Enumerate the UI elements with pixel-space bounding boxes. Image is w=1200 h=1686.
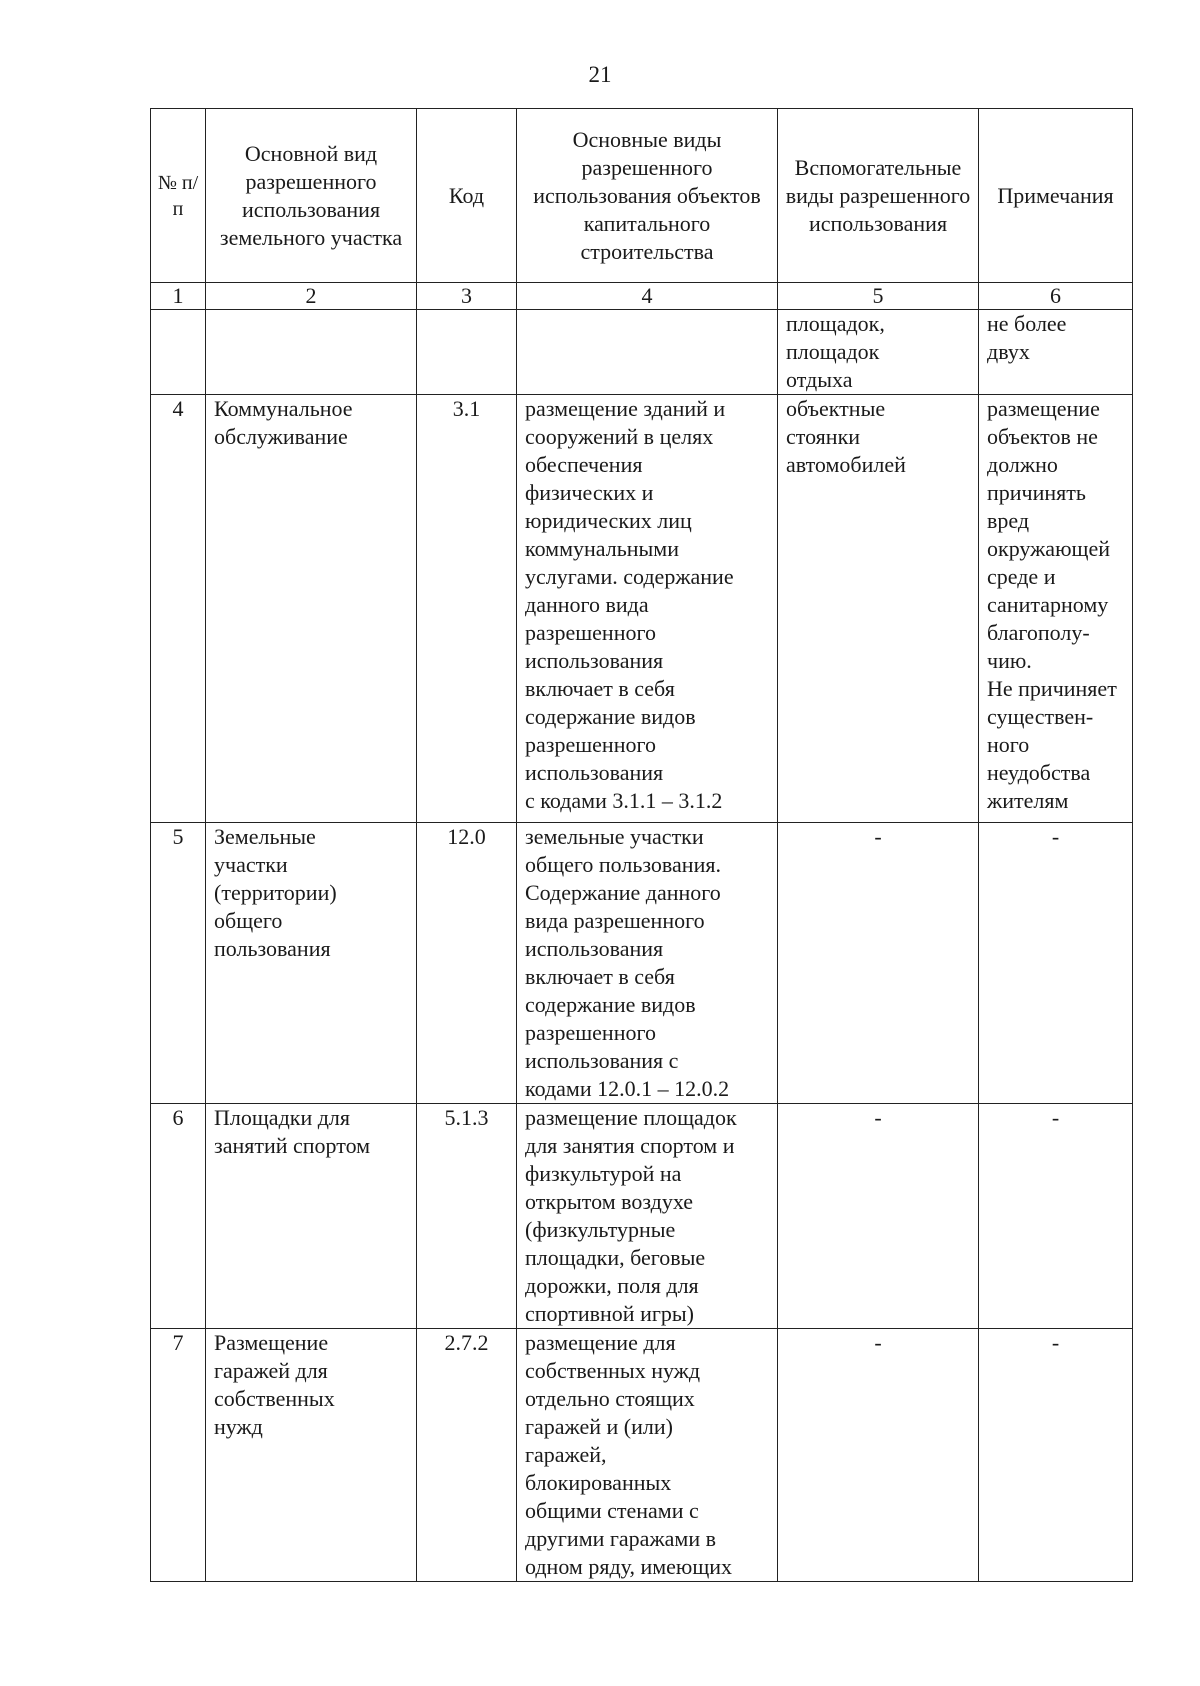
text-line: ного	[987, 732, 1030, 757]
text-line: использования	[525, 648, 664, 673]
column-number: 4	[517, 283, 778, 310]
row-main-uses	[517, 1104, 778, 1329]
text-line: гаражей для	[214, 1358, 328, 1383]
row-auxiliary-uses: -	[778, 1329, 979, 1582]
text-line: Не причиняет	[987, 676, 1117, 701]
row-land-use-kind	[206, 395, 417, 823]
header-notes: Примечания	[979, 109, 1133, 283]
text-line: нужд	[214, 1414, 263, 1439]
table-row	[151, 395, 1133, 823]
text-line: данного вида	[525, 592, 649, 617]
text-line: использования	[525, 760, 664, 785]
text-line: разрешенного	[525, 1020, 656, 1045]
text-line: общими стенами с	[525, 1498, 699, 1523]
table-row	[151, 1104, 1133, 1329]
row-land-use-kind	[206, 1104, 417, 1329]
text-line: кодами 12.0.1 – 12.0.2	[525, 1076, 730, 1101]
text-line: блокированных	[525, 1470, 672, 1495]
text-line: сооружений в целях	[525, 424, 714, 449]
text-line: физкультурой на	[525, 1161, 682, 1186]
text-line: открытом воздухе	[525, 1189, 694, 1214]
text-line: санитарному	[987, 592, 1109, 617]
text-line: неудобства	[987, 760, 1091, 785]
table-row	[151, 823, 1133, 1104]
row-notes: -	[979, 1104, 1133, 1329]
land-use-table	[150, 108, 1133, 1582]
row-code: 12.0	[417, 823, 517, 1104]
text-line: автомобилей	[786, 452, 906, 477]
column-number-row	[151, 283, 1133, 310]
text-line: объектов не	[987, 424, 1098, 449]
text-line: собственных	[214, 1386, 335, 1411]
text-line: благополу-	[987, 620, 1090, 645]
text-line: разрешенного	[525, 732, 656, 757]
text-line: для занятия спортом и	[525, 1133, 735, 1158]
text-line: Содержание данного	[525, 880, 721, 905]
row-main-uses	[517, 395, 778, 823]
text-line: использования	[525, 936, 664, 961]
text-line: окружающей	[987, 536, 1110, 561]
column-number: 5	[778, 283, 979, 310]
text-line: Площадки для	[214, 1105, 351, 1130]
text-line: пользования	[214, 936, 331, 961]
text-line: общего пользования.	[525, 852, 721, 877]
row-code: 3.1	[417, 395, 517, 823]
text-line: вида разрешенного	[525, 908, 705, 933]
row-main-uses	[517, 310, 778, 395]
text-line: содержание видов	[525, 704, 696, 729]
row-auxiliary-uses: -	[778, 1104, 979, 1329]
text-line: разрешенного	[525, 620, 656, 645]
text-line: Размещение	[214, 1330, 329, 1355]
row-main-uses	[517, 1329, 778, 1582]
header-main-uses: Основные виды разрешенного использования объектов капитального строительства	[517, 109, 778, 283]
text-line: отдельно стоящих	[525, 1386, 695, 1411]
text-line: двух	[987, 339, 1030, 364]
text-line: общего	[214, 908, 283, 933]
page-number: 21	[588, 62, 612, 87]
text-line: вред	[987, 508, 1030, 533]
text-line: размещение для	[525, 1330, 676, 1355]
row-code: 5.1.3	[417, 1104, 517, 1329]
header-land-use-kind: Основной вид разрешенного использования земельного участка	[206, 109, 417, 283]
text-line: Земельные	[214, 824, 316, 849]
row-number: 4	[151, 395, 206, 823]
row-code	[417, 310, 517, 395]
text-line: земельные участки	[525, 824, 704, 849]
text-line: объектные	[786, 396, 886, 421]
text-line: включает в себя	[525, 964, 675, 989]
column-number: 6	[979, 283, 1133, 310]
row-code: 2.7.2	[417, 1329, 517, 1582]
text-line: одном ряду, имеющих	[525, 1554, 733, 1579]
text-line: чию.	[987, 648, 1032, 673]
row-number: 5	[151, 823, 206, 1104]
row-land-use-kind	[206, 1329, 417, 1582]
text-line: участки	[214, 852, 288, 877]
text-line: включает в себя	[525, 676, 675, 701]
text-line: Коммунальное	[214, 396, 353, 421]
text-line: размещение площадок	[525, 1105, 737, 1130]
column-number: 3	[417, 283, 517, 310]
row-number: 7	[151, 1329, 206, 1582]
row-auxiliary-uses: -	[778, 823, 979, 1104]
row-notes	[979, 310, 1133, 395]
text-line: стоянки	[786, 424, 861, 449]
text-line: с кодами 3.1.1 – 3.1.2	[525, 788, 723, 813]
text-line: среде и	[987, 564, 1056, 589]
text-line: существен-	[987, 704, 1094, 729]
header-number: № п/п	[151, 109, 206, 283]
text-line: площадок,	[786, 311, 885, 336]
text-line: обслуживание	[214, 424, 348, 449]
text-line: причинять	[987, 480, 1086, 505]
row-notes: -	[979, 823, 1133, 1104]
text-line: содержание видов	[525, 992, 696, 1017]
text-line: другими гаражами в	[525, 1526, 716, 1551]
text-line: коммунальными	[525, 536, 679, 561]
row-main-uses	[517, 823, 778, 1104]
header-auxiliary-uses: Вспомогательные виды разрешенного использования	[778, 109, 979, 283]
header-row	[151, 109, 1133, 283]
text-line: должно	[987, 452, 1058, 477]
text-line: обеспечения	[525, 452, 643, 477]
text-line: не более	[987, 311, 1067, 336]
row-auxiliary-uses	[778, 310, 979, 395]
row-notes	[979, 395, 1133, 823]
text-line: физических и	[525, 480, 654, 505]
column-number: 2	[206, 283, 417, 310]
table-row	[151, 1329, 1133, 1582]
text-line: площадки, беговые	[525, 1245, 706, 1270]
text-line: юридических лиц	[525, 508, 692, 533]
text-line: гаражей и (или)	[525, 1414, 673, 1439]
table-row	[151, 310, 1133, 395]
text-line: собственных нужд	[525, 1358, 701, 1383]
text-line: (территории)	[214, 880, 337, 905]
text-line: жителям	[987, 788, 1069, 813]
text-line: занятий спортом	[214, 1133, 371, 1158]
row-number	[151, 310, 206, 395]
text-line: площадок	[786, 339, 880, 364]
text-line: использования с	[525, 1048, 679, 1073]
text-line: услугами. содержание	[525, 564, 734, 589]
row-land-use-kind	[206, 310, 417, 395]
text-line: спортивной игры)	[525, 1301, 694, 1326]
text-line: (физкультурные	[525, 1217, 676, 1242]
column-number: 1	[151, 283, 206, 310]
row-notes: -	[979, 1329, 1133, 1582]
text-line: отдыха	[786, 367, 853, 392]
text-line: размещение зданий и	[525, 396, 726, 421]
row-auxiliary-uses	[778, 395, 979, 823]
text-line: размещение	[987, 396, 1100, 421]
row-land-use-kind	[206, 823, 417, 1104]
header-code: Код	[417, 109, 517, 283]
text-line: гаражей,	[525, 1442, 607, 1467]
text-line: дорожки, поля для	[525, 1273, 699, 1298]
row-number: 6	[151, 1104, 206, 1329]
